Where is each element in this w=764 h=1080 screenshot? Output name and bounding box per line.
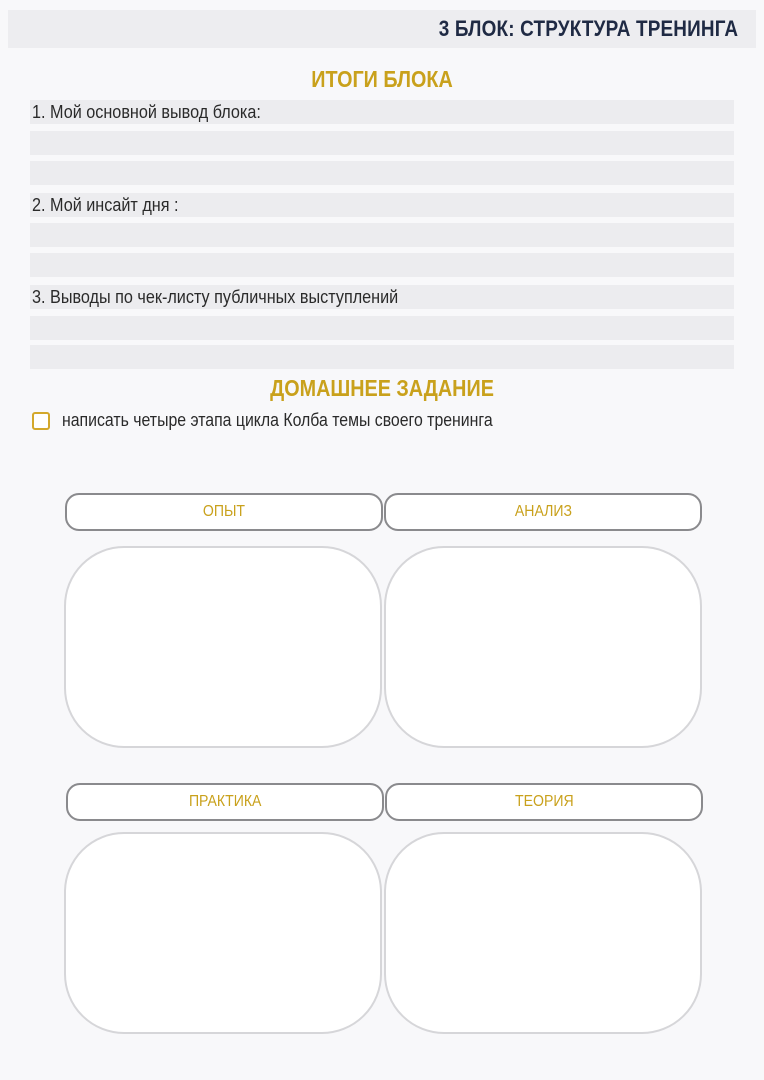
homework-checkbox[interactable] xyxy=(32,412,50,430)
answer-line[interactable] xyxy=(30,253,734,277)
homework-task-text: написать четыре этапа цикла Колба темы своего тренинга xyxy=(62,410,493,430)
answer-line[interactable] xyxy=(30,223,734,247)
stage-label-text: ПРАКТИКА xyxy=(188,793,262,810)
answer-line[interactable] xyxy=(30,161,734,185)
question-2-label: 2. Мой инсайт дня : xyxy=(32,195,179,215)
question-3-label: 3. Выводы по чек-листу публичных выступлений xyxy=(32,287,399,307)
stage-label-text: АНАЛИЗ xyxy=(514,503,572,520)
stage-label-text: ТЕОРИЯ xyxy=(514,793,574,810)
answer-line[interactable] xyxy=(30,131,734,155)
stage-label-text: ОПЫТ xyxy=(202,503,246,520)
page-title: 3 БЛОК: СТРУКТУРА ТРЕНИНГА xyxy=(438,16,738,41)
summary-title: ИТОГИ БЛОКА xyxy=(311,66,453,92)
stage-label-experience xyxy=(65,493,383,531)
stage-label-analysis xyxy=(384,493,702,531)
answer-line[interactable] xyxy=(30,316,734,340)
question-1-label: 1. Мой основной вывод блока: xyxy=(32,102,261,122)
answer-line[interactable] xyxy=(30,345,734,369)
stage-box-analysis[interactable] xyxy=(384,546,702,748)
stage-label-practice xyxy=(66,783,384,821)
stage-box-experience[interactable] xyxy=(64,546,382,748)
stage-box-theory[interactable] xyxy=(384,832,702,1034)
homework-title: ДОМАШНЕЕ ЗАДАНИЕ xyxy=(270,375,494,401)
stage-label-theory xyxy=(385,783,703,821)
stage-box-practice[interactable] xyxy=(64,832,382,1034)
